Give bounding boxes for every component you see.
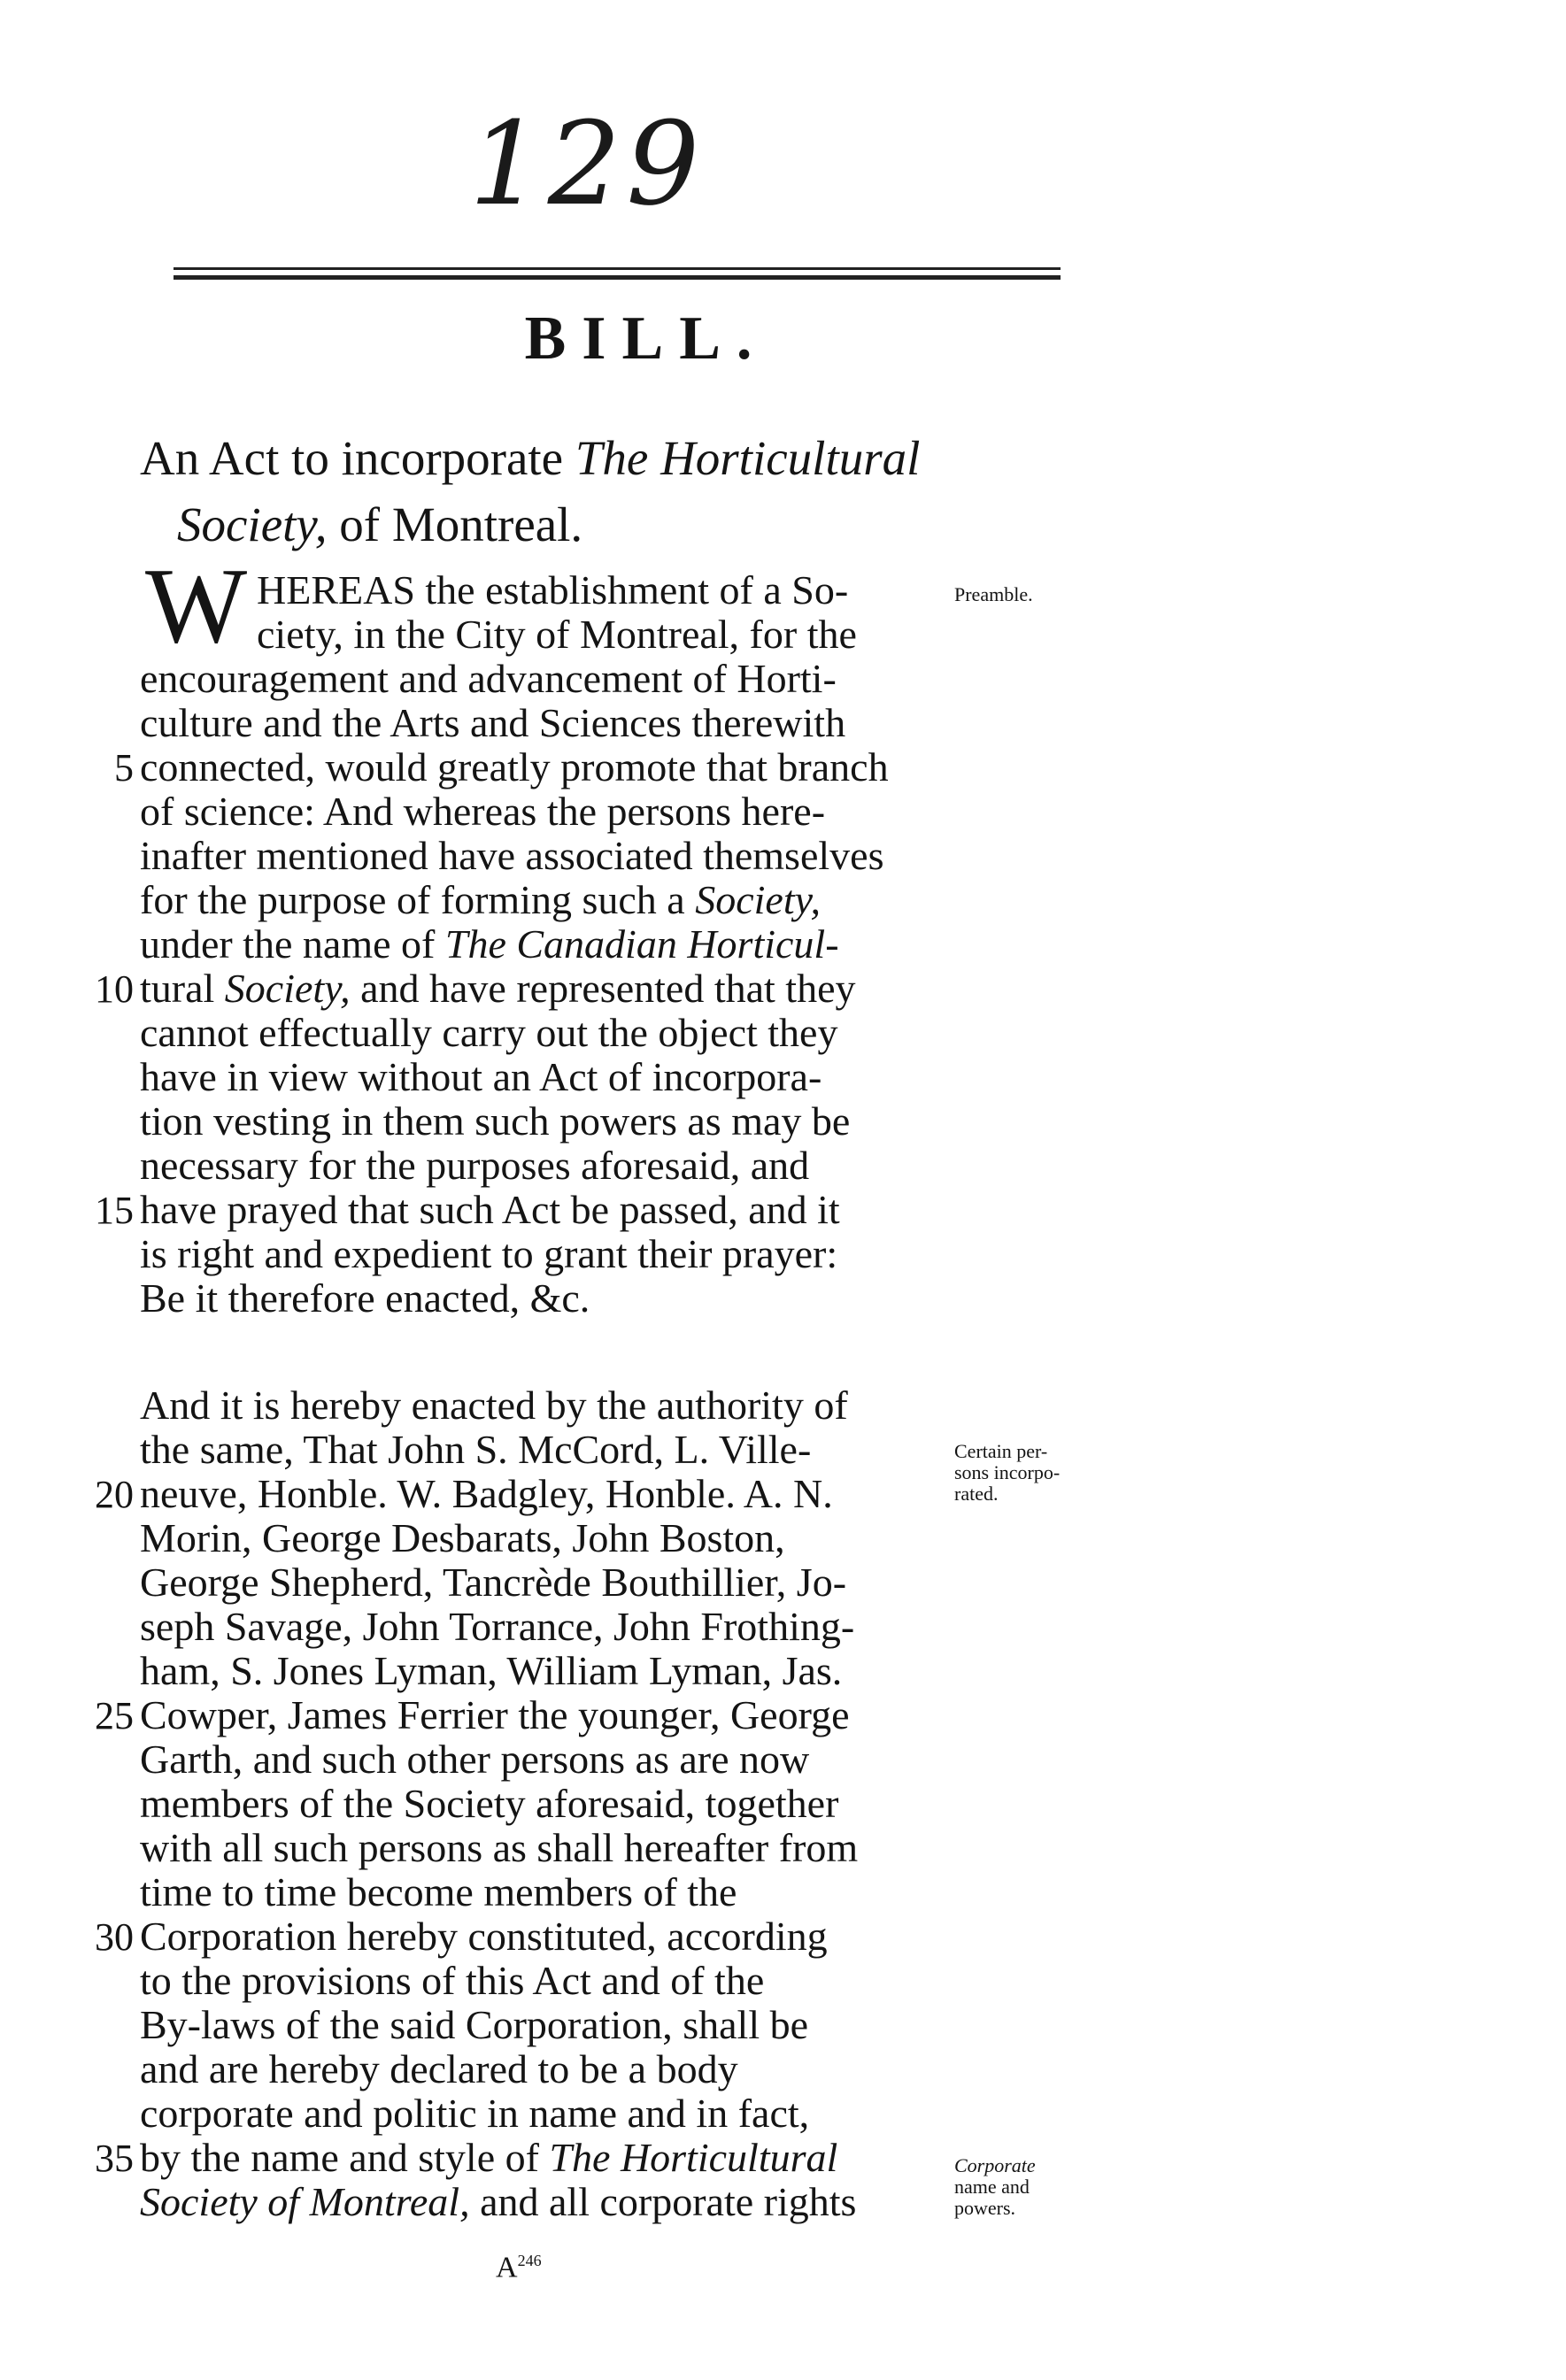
preamble-line: for the purpose of forming such a Society,	[140, 877, 822, 922]
enact-line: and are hereby declared to be a body	[140, 2046, 738, 2091]
preamble-line: culture and the Arts and Sciences therewith	[140, 700, 846, 745]
line-number: 15	[95, 1189, 134, 1232]
enact-line: Society of Montreal, and all corporate rights	[140, 2179, 857, 2224]
preamble-line: tion vesting in them such powers as may be	[140, 1098, 851, 1144]
page-number-handwritten: 129	[469, 96, 706, 231]
margin-note-preamble: Preamble.	[954, 583, 1033, 605]
signature-letter: A	[496, 2251, 518, 2284]
enact-line: time to time become members of the	[140, 1869, 737, 1914]
preamble-line: have in view without an Act of incorpora-	[140, 1054, 822, 1099]
enact-line: And it is hereby enacted by the authority of	[140, 1383, 848, 1428]
enact-line: Garth, and such other persons as are now	[140, 1737, 810, 1782]
printer-signature	[496, 2253, 542, 2283]
enact-line: By-laws of the said Corporation, shall be	[140, 2002, 809, 2047]
preamble-line: of science: And whereas the persons here-	[140, 789, 826, 834]
preamble-line: tural Society, and have represented that they	[140, 966, 856, 1011]
enact-line: with all such persons as shall hereafter from	[140, 1825, 859, 1870]
line-number: 35	[95, 2137, 134, 2180]
preamble-line: necessary for the purposes aforesaid, and	[140, 1143, 810, 1188]
enact-line: the same, That John S. McCord, L. Ville-	[140, 1427, 812, 1472]
drop-cap: W	[145, 546, 248, 666]
enact-line: neuve, Honble. W. Badgley, Honble. A. N.	[140, 1471, 833, 1516]
signature-number: 246	[517, 2252, 542, 2269]
preamble-line: Be it therefore enacted, &c.	[140, 1275, 590, 1321]
enact-line: Corporation hereby constituted, according	[140, 1914, 828, 1959]
preamble-line: have prayed that such Act be passed, and it	[140, 1187, 840, 1232]
margin-note-corporate-2: name and	[954, 2176, 1030, 2198]
preamble-line: cannot effectually carry out the object they	[140, 1010, 838, 1055]
preamble-line: is right and expedient to grant their prayer:	[140, 1231, 838, 1276]
line-number: 10	[95, 967, 134, 1011]
margin-note-certain-2: sons incorpo-	[954, 1461, 1061, 1483]
preamble-line: under the name of The Canadian Horticul-	[140, 921, 839, 967]
line-number: 30	[95, 1915, 134, 1959]
preamble-line: ciety, in the City of Montreal, for the	[257, 612, 857, 657]
margin-note-certain-1: Certain per-	[954, 1440, 1048, 1462]
enact-line: members of the Society aforesaid, together	[140, 1781, 839, 1826]
page-title: BILL.	[524, 304, 768, 373]
preamble-line: HEREAS the establishment of a So-	[257, 567, 849, 612]
enact-line: George Shepherd, Tancrède Bouthillier, Jo-	[140, 1560, 847, 1605]
subtitle-line-1: An Act to incorporate The Horticultural	[140, 431, 921, 485]
top-rule-thick	[174, 275, 1061, 280]
top-rule-thin	[174, 267, 1061, 270]
enact-line: by the name and style of The Horticultural	[140, 2135, 838, 2180]
enact-line: corporate and politic in name and in fact,	[140, 2091, 810, 2136]
margin-note-certain-3: rated.	[954, 1483, 999, 1505]
line-number: 5	[114, 746, 134, 789]
preamble-line: inafter mentioned have associated themselves	[140, 833, 884, 878]
enact-line: to the provisions of this Act and of the	[140, 1958, 765, 2003]
enact-line: ham, S. Jones Lyman, William Lyman, Jas.	[140, 1648, 843, 1693]
subtitle-line-2: Society, of Montreal.	[177, 497, 583, 551]
margin-note-corporate-1: Corporate	[954, 2154, 1036, 2176]
line-number: 20	[95, 1473, 134, 1516]
preamble-line: connected, would greatly promote that branch	[140, 744, 889, 789]
preamble-line: encouragement and advancement of Horti-	[140, 656, 837, 701]
enact-line: seph Savage, John Torrance, John Frothing-	[140, 1604, 855, 1649]
enact-line: Morin, George Desbarats, John Boston,	[140, 1515, 785, 1560]
margin-note-corporate-3: powers.	[954, 2197, 1016, 2219]
line-number: 25	[95, 1694, 134, 1737]
enact-line: Cowper, James Ferrier the younger, George	[140, 1692, 850, 1737]
